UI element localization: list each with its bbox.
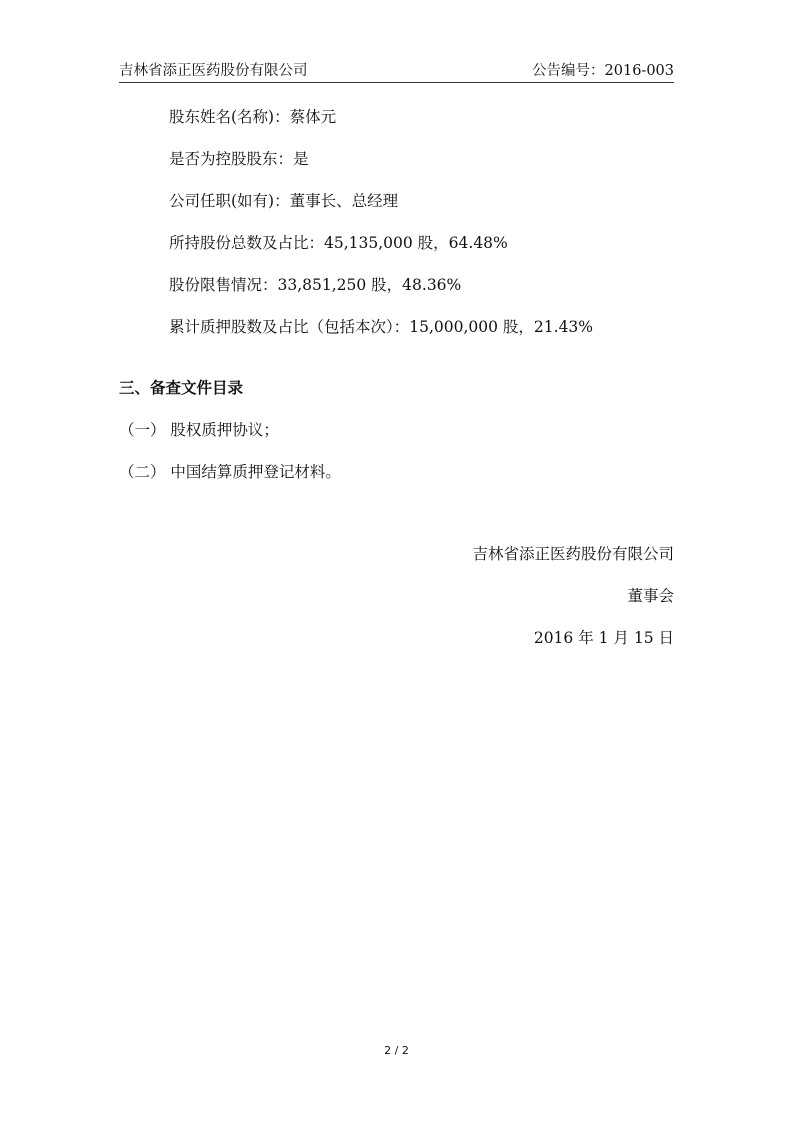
restricted-shares: 股份限售情况：33,851,250 股，48.36% [169, 276, 462, 294]
header-company-name: 吉林省添正医药股份有限公司 [119, 63, 308, 79]
page-number: 2 / 2 [384, 1044, 409, 1057]
shareholder-name: 股东姓名(名称)：蔡体元 [169, 108, 337, 126]
reference-document-item: （一） 股权质押协议； [119, 421, 279, 439]
cumulative-pledged-shares: 累计质押股数及占比（包括本次）：15,000,000 股，21.43% [169, 318, 594, 336]
header-notice-number: 公告编号：2016-003 [532, 63, 674, 79]
total-shares-held: 所持股份总数及占比：45,135,000 股，64.48% [169, 234, 508, 252]
signature-board: 董事会 [627, 587, 674, 605]
reference-document-item: （二） 中国结算质押登记材料。 [119, 463, 341, 481]
page-header [119, 56, 674, 83]
company-position: 公司任职(如有)：董事长、总经理 [169, 192, 399, 210]
controlling-shareholder: 是否为控股股东：是 [169, 150, 309, 168]
section-title-reference-documents: 三、备查文件目录 [119, 379, 244, 397]
signature-date: 2016 年 1 月 15 日 [533, 629, 674, 647]
signature-company: 吉林省添正医药股份有限公司 [472, 545, 674, 563]
